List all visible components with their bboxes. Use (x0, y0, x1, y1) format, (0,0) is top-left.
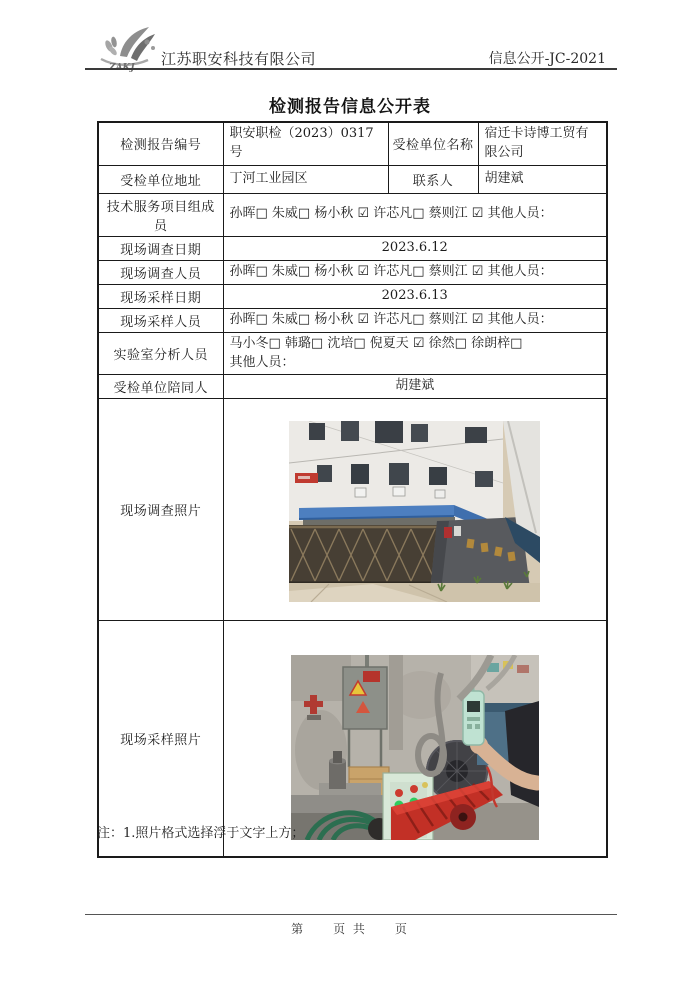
row-survey-staff (98, 260, 607, 284)
site-survey-photo (289, 421, 540, 602)
footer-divider (85, 914, 617, 915)
sampling-date-value: 2023.6.13 (223, 284, 607, 308)
sampling-photo-label: 现场采样照片 (98, 621, 223, 857)
survey-photo-label: 现场调查照片 (98, 399, 223, 621)
report-no-value: 职安职检（2023）0317 号 (223, 122, 388, 165)
row-unit-address (98, 165, 607, 193)
report-info-table (97, 121, 608, 858)
lab-analysts-line1: 马小冬□ 韩璐□ 沈培□ 倪夏天 ☑ 徐然□ 徐朗梓□ (229, 335, 523, 351)
page-number-footer: 第 页 共 页 (291, 922, 409, 936)
project-team-value: 孙晖□ 朱威□ 杨小秋 ☑ 许芯凡□ 蔡则江 ☑ 其他人员： (223, 193, 607, 236)
row-lab-analysts (98, 332, 607, 375)
inspected-unit-value: 宿迁卡诗博工贸有限公司 (478, 122, 607, 165)
accompanying-value: 胡建斌 (223, 375, 607, 399)
page-title: 检测报告信息公开表 (269, 97, 431, 117)
project-team-label: 技术服务项目组成员 (98, 193, 223, 236)
row-accompanying (98, 375, 607, 399)
sampling-date-label: 现场采样日期 (98, 284, 223, 308)
row-project-team (98, 193, 607, 236)
unit-address-value: 丁河工业园区 (223, 165, 388, 193)
doc-code: 信息公开-JC-2021 (488, 51, 606, 67)
lab-analysts-value (223, 332, 607, 375)
sampling-staff-value: 孙晖□ 朱威□ 杨小秋 ☑ 许芯凡□ 蔡则江 ☑ 其他人员： (223, 308, 607, 332)
company-logo-icon (96, 26, 158, 72)
company-name: 江苏职安科技有限公司 (161, 50, 317, 68)
row-report-no (98, 122, 607, 165)
survey-photo-cell (223, 399, 607, 621)
lab-analysts-label: 实验室分析人员 (98, 332, 223, 375)
survey-staff-label: 现场调查人员 (98, 260, 223, 284)
contact-value: 胡建斌 (478, 165, 607, 193)
inspected-unit-label: 受检单位名称 (388, 122, 478, 165)
row-sampling-date (98, 284, 607, 308)
survey-staff-value: 孙晖□ 朱威□ 杨小秋 ☑ 许芯凡□ 蔡则江 ☑ 其他人员： (223, 260, 607, 284)
row-survey-date (98, 236, 607, 260)
sampling-photo-frame (291, 655, 539, 840)
header-divider (85, 68, 617, 70)
survey-photo-frame (289, 421, 540, 602)
lab-analysts-line2: 其他人员： (229, 354, 295, 370)
footnote: 注：1.照片格式选择浮于文字上方； (97, 826, 305, 841)
survey-date-label: 现场调查日期 (98, 236, 223, 260)
accompanying-label: 受检单位陪同人 (98, 375, 223, 399)
contact-label: 联系人 (388, 165, 478, 193)
row-survey-photo (98, 399, 607, 621)
survey-date-value: 2023.6.12 (223, 236, 607, 260)
report-no-label: 检测报告编号 (98, 122, 223, 165)
row-sampling-staff (98, 308, 607, 332)
unit-address-label: 受检单位地址 (98, 165, 223, 193)
site-sampling-photo (291, 655, 539, 840)
sampling-staff-label: 现场采样人员 (98, 308, 223, 332)
